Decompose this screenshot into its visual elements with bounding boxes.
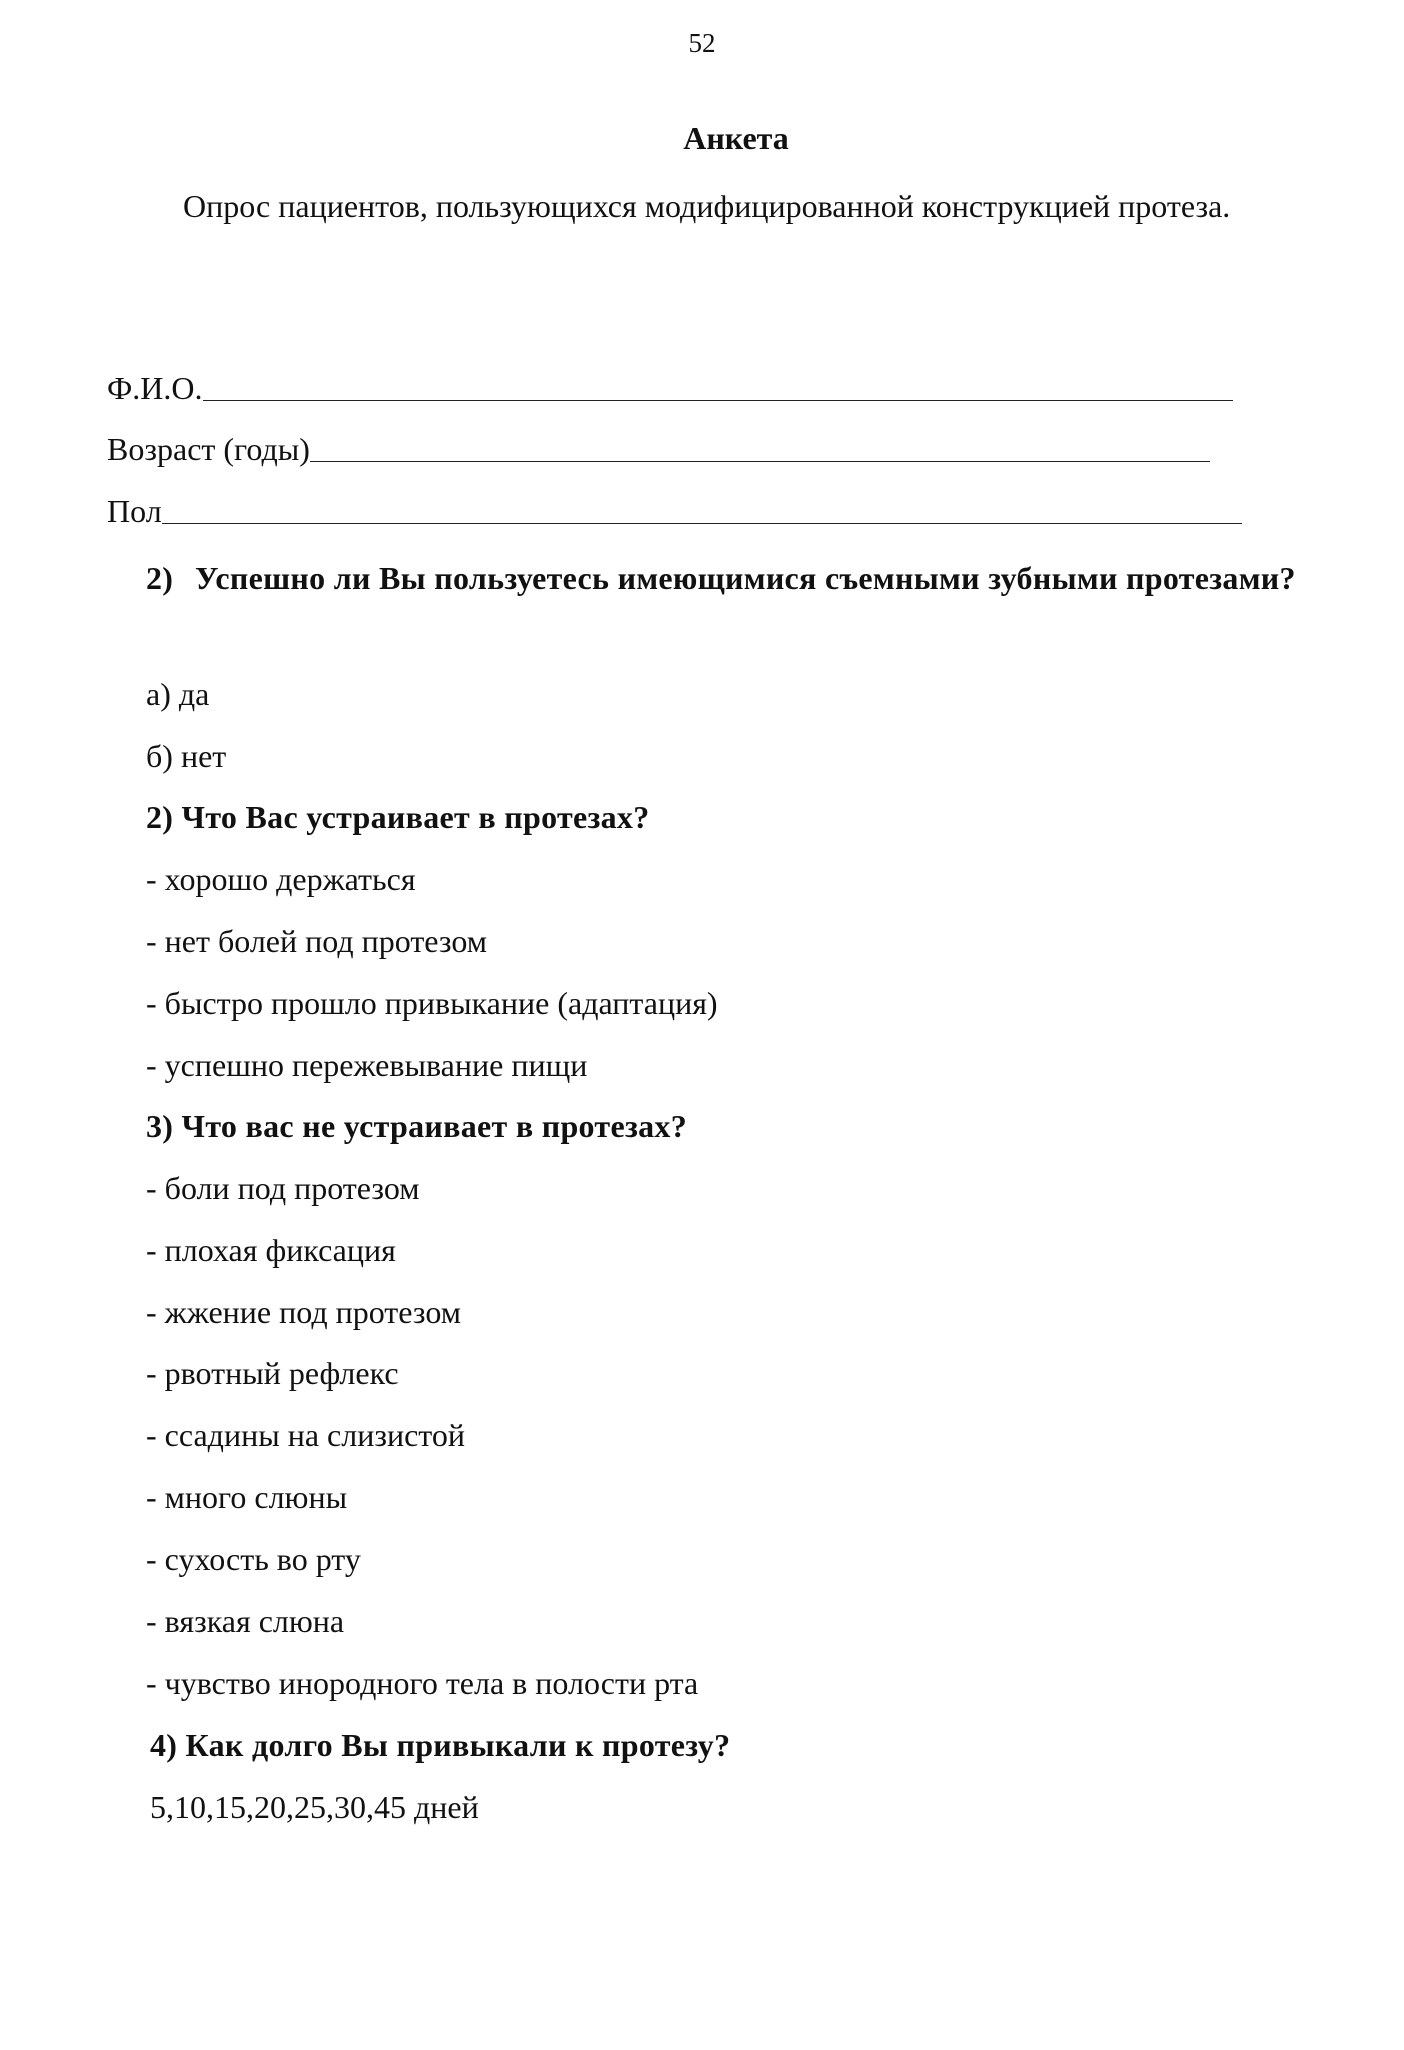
- option-item[interactable]: - жжение под протезом: [146, 1294, 461, 1330]
- option-item[interactable]: - успешно пережевывание пищи: [146, 1047, 588, 1083]
- option-item[interactable]: - рвотный рефлекс: [146, 1355, 399, 1391]
- option-item[interactable]: - чувство инородного тела в полости рта: [146, 1665, 699, 1701]
- option-item[interactable]: - быстро прошло привыкание (адаптация): [146, 985, 718, 1021]
- field-underline: [203, 399, 1233, 401]
- answer-days[interactable]: 5,10,15,20,25,30,45 дней: [150, 1789, 479, 1825]
- field-label: Ф.И.О.: [107, 370, 203, 406]
- question-number: 2): [146, 560, 174, 596]
- field-label: Возраст (годы): [107, 431, 310, 467]
- option-item[interactable]: - сухость во рту: [146, 1541, 361, 1577]
- question-2: 2) Что Вас устраивает в протезах?: [146, 799, 650, 835]
- field-label: Пол: [107, 493, 162, 529]
- field-underline: [310, 460, 1210, 462]
- option-item[interactable]: - много слюны: [146, 1479, 348, 1515]
- option-item[interactable]: - боли под протезом: [146, 1170, 420, 1206]
- option-item[interactable]: - ссадины на слизистой: [146, 1417, 465, 1453]
- question-4: 4) Как долго Вы привыкали к протезу?: [150, 1727, 731, 1763]
- intro-text: Опрос пациентов, пользующихся модифицированной конструкцией протеза.: [183, 188, 1231, 224]
- option-no[interactable]: б) нет: [146, 738, 227, 774]
- option-item[interactable]: - вязкая слюна: [146, 1603, 345, 1639]
- option-item[interactable]: - хорошо держаться: [146, 861, 416, 897]
- question-1: [146, 547, 1296, 609]
- option-yes[interactable]: а) да: [146, 676, 210, 712]
- option-item[interactable]: - плохая фиксация: [146, 1232, 396, 1268]
- field-full-name[interactable]: [107, 370, 1233, 407]
- field-age[interactable]: [107, 431, 1210, 468]
- option-item[interactable]: - нет болей под протезом: [146, 923, 487, 959]
- document-title: Анкета: [683, 120, 789, 156]
- question-3: 3) Что вас не устраивает в протезах?: [146, 1108, 688, 1144]
- field-gender[interactable]: [107, 493, 1242, 530]
- question-text: Успешно ли Вы пользуетесь имеющимися съемными зубными протезами?: [195, 560, 1296, 596]
- field-underline: [162, 522, 1242, 524]
- page-number: 52: [688, 28, 716, 58]
